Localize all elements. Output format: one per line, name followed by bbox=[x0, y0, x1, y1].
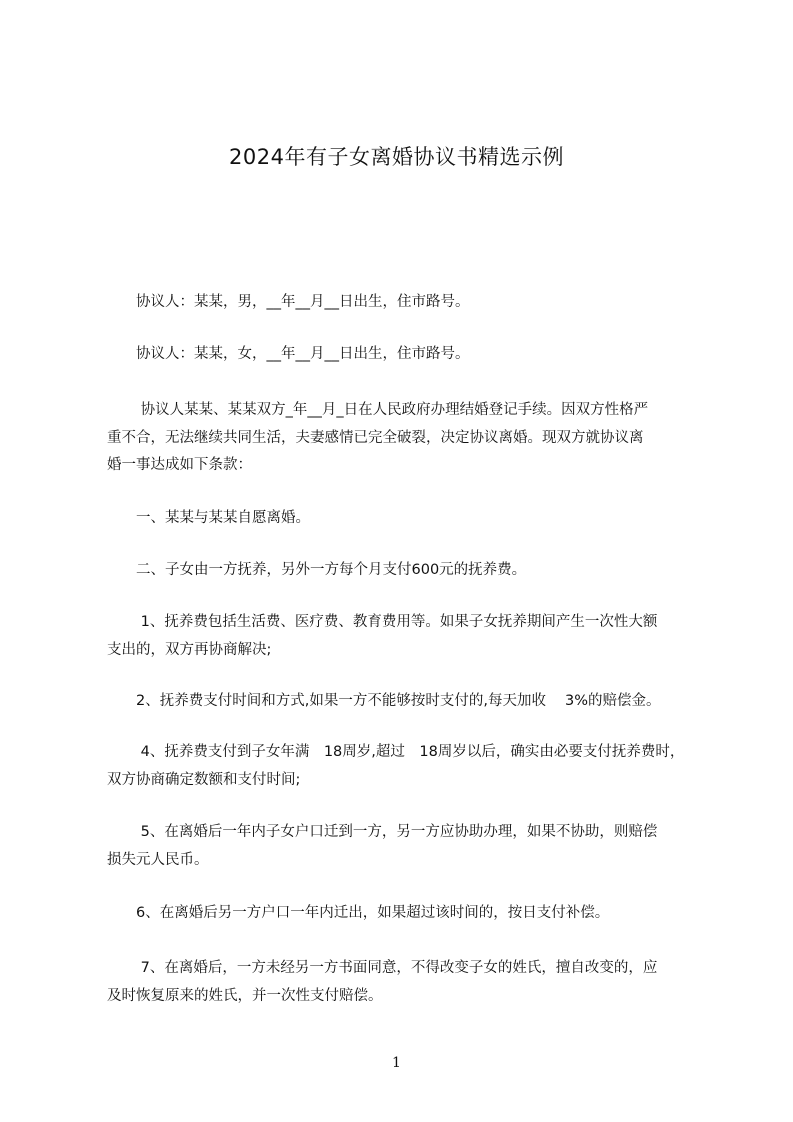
paragraph-line: 5、在离婚后一年内子女户口迁到一方，另一方应协助办理，如果不协助，则赔偿 bbox=[107, 824, 658, 840]
paragraph-line: 2、抚养费支付时间和方式,如果一方不能够按时支付的,每天加收 3%的赔偿金。 bbox=[107, 693, 661, 709]
document-title: 2024年有子女离婚协议书精选示例 bbox=[229, 145, 564, 169]
paragraph-line: 婚一事达成如下条款： bbox=[107, 457, 252, 473]
paragraph-preamble bbox=[107, 397, 717, 480]
paragraph-party-2 bbox=[107, 341, 717, 369]
paragraph-item-6 bbox=[107, 900, 717, 928]
paragraph-item-1 bbox=[107, 609, 717, 664]
paragraph-item-5 bbox=[107, 819, 717, 874]
paragraph-line: 损失元人民币。 bbox=[107, 851, 209, 868]
paragraph-clause-1 bbox=[107, 505, 717, 533]
paragraph-line: 协议人某某、某某双方_年__月_日在人民政府办理结婚登记手续。因双方性格严 bbox=[107, 402, 649, 418]
paragraph-line: 4、抚养费支付到子女年满 18周岁,超过 18周岁以后，确实由必要支付抚养费时， bbox=[107, 744, 685, 760]
paragraph-line: 重不合，无法继续共同生活，夫妻感情已完全破裂，决定协议离婚。现双方就协议离 bbox=[107, 429, 644, 446]
paragraph-line: 二、子女由一方抚养，另外一方每个月支付600元的抚养费。 bbox=[107, 562, 527, 578]
paragraph-line: 6、在离婚后另一方户口一年内迁出，如果超过该时间的，按日支付补偿。 bbox=[107, 905, 610, 921]
paragraph-line: 双方协商确定数额和支付时间; bbox=[107, 771, 301, 788]
paragraph-party-1 bbox=[107, 289, 717, 317]
paragraph-line: 支出的，双方再协商解决; bbox=[107, 641, 272, 658]
paragraph-item-7 bbox=[107, 955, 717, 1010]
paragraph-line: 1、抚养费包括生活费、医疗费、教育费用等。如果子女抚养期间产生一次性大额 bbox=[107, 614, 658, 630]
paragraph-item-2 bbox=[107, 688, 717, 716]
paragraph-line: 及时恢复原来的姓氏，并一次性支付赔偿。 bbox=[107, 987, 383, 1004]
paragraph-item-4 bbox=[107, 739, 717, 794]
paragraph-line: 7、在离婚后，一方未经另一方书面同意，不得改变子女的姓氏，擅自改变的，应 bbox=[107, 960, 658, 976]
paragraph-clause-2 bbox=[107, 557, 717, 585]
paragraph-line: 协议人：某某，男，__年__月__日出生，住市路号。 bbox=[107, 294, 470, 310]
paragraph-line: 一、某某与某某自愿离婚。 bbox=[107, 510, 310, 526]
paragraph-line: 协议人：某某，女，__年__月__日出生，住市路号。 bbox=[107, 346, 470, 362]
page-number: 1 bbox=[392, 1055, 401, 1071]
